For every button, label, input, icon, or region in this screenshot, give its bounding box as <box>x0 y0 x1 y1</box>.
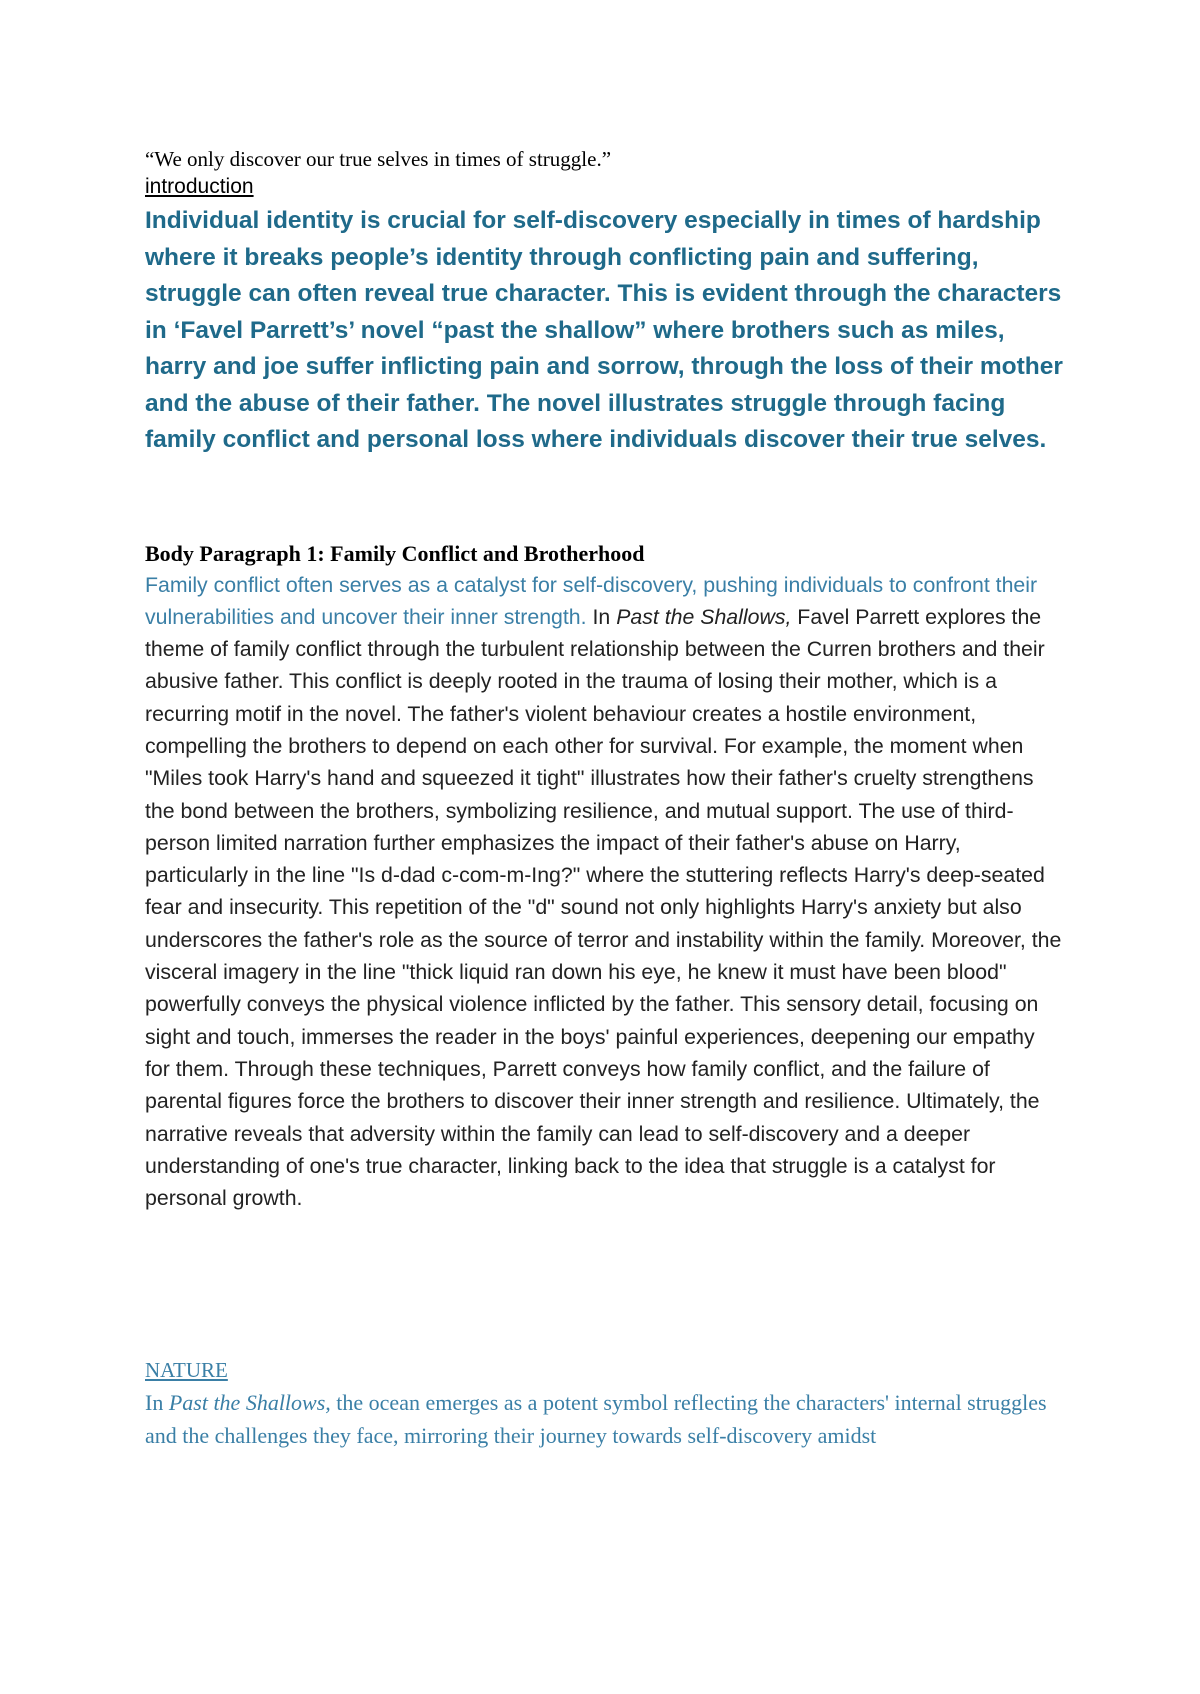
nature-paragraph-in: In <box>145 1390 169 1416</box>
body-paragraph-1-heading: Body Paragraph 1: Family Conflict and Brotherhood <box>145 540 645 566</box>
body-paragraph-1-in: In <box>586 604 617 629</box>
nature-heading: NATURE <box>145 1358 228 1383</box>
nature-paragraph-text: the ocean emerges as a potent symbol reflecting the characters' internal struggles and the challenges they face, mirroring their journey towards self-discovery amidst <box>145 1390 1047 1449</box>
nature-novel-title: Past the Shallows, <box>168 1390 331 1416</box>
document-page <box>145 145 1065 1452</box>
body-paragraph-1-text: Favel Parrett explores the theme of family conflict through the turbulent relationship between the Curren brothers and their abusive father. This conflict is deeply rooted in the trauma of losing their mother, which is a recurring motif in the novel. The father's violent behaviour creates a hostile environment, compelling the brothers to depend on each other for survival. For example, the moment when "Miles took Harry's hand and squeezed it tight" illustrates how their father's cruelty strengthens the bond between the brothers, symbolizing resilience, and mutual support. The use of third-person limited narration further emphasizes the impact of their father's abuse on Harry, particularly in the line "Is d-dad c-com-m-Ing?" where the stuttering reflects Harry's deep-seated fear and insecurity. This repetition of the "d" sound not only highlights Harry's anxiety but also underscores the father's role as the source of terror and instability within the family. Moreover, the visceral imagery in the line "thick liquid ran down his eye, he knew it must have been blood" powerfully conveys the physical violence inflicted by the father. This sensory detail, focusing on sight and touch, immerses the reader in the boys' painful experiences, deepening our empathy for them. Through these techniques, Parrett conveys how family conflict, and the failure of parental figures force the brothers to discover their inner strength and resilience. Ultimately, the narrative reveals that adversity within the family can lead to self-discovery and a deeper understanding of one's true character, linking back to the idea that struggle is a catalyst for personal growth. <box>145 604 1062 1211</box>
epigraph-quote: “We only discover our true selves in times of struggle.” <box>145 147 612 171</box>
nature-paragraph <box>145 1386 1065 1452</box>
body-paragraph-1 <box>145 569 1065 1215</box>
introduction-label: introduction <box>145 175 254 198</box>
body-paragraph-1-lead: Family conflict often serves as a catalyst for self-discovery, pushing individuals to confront their vulnerabilities and uncover their inner strength. <box>145 572 1038 629</box>
introduction-paragraph: Individual identity is crucial for self-discovery especially in times of hardship where it breaks people’s identity through conflicting pain and suffering, struggle can often reveal true character. This is evident through the characters in ‘Favel Parrett’s’ novel “past the shallow” where brothers such as miles, harry and joe suffer inflicting pain and sorrow, through the loss of their mother and the abuse of their father. The novel illustrates struggle through facing family conflict and personal loss where individuals discover their true selves. <box>145 207 1063 453</box>
novel-title: Past the Shallows, <box>616 604 792 629</box>
